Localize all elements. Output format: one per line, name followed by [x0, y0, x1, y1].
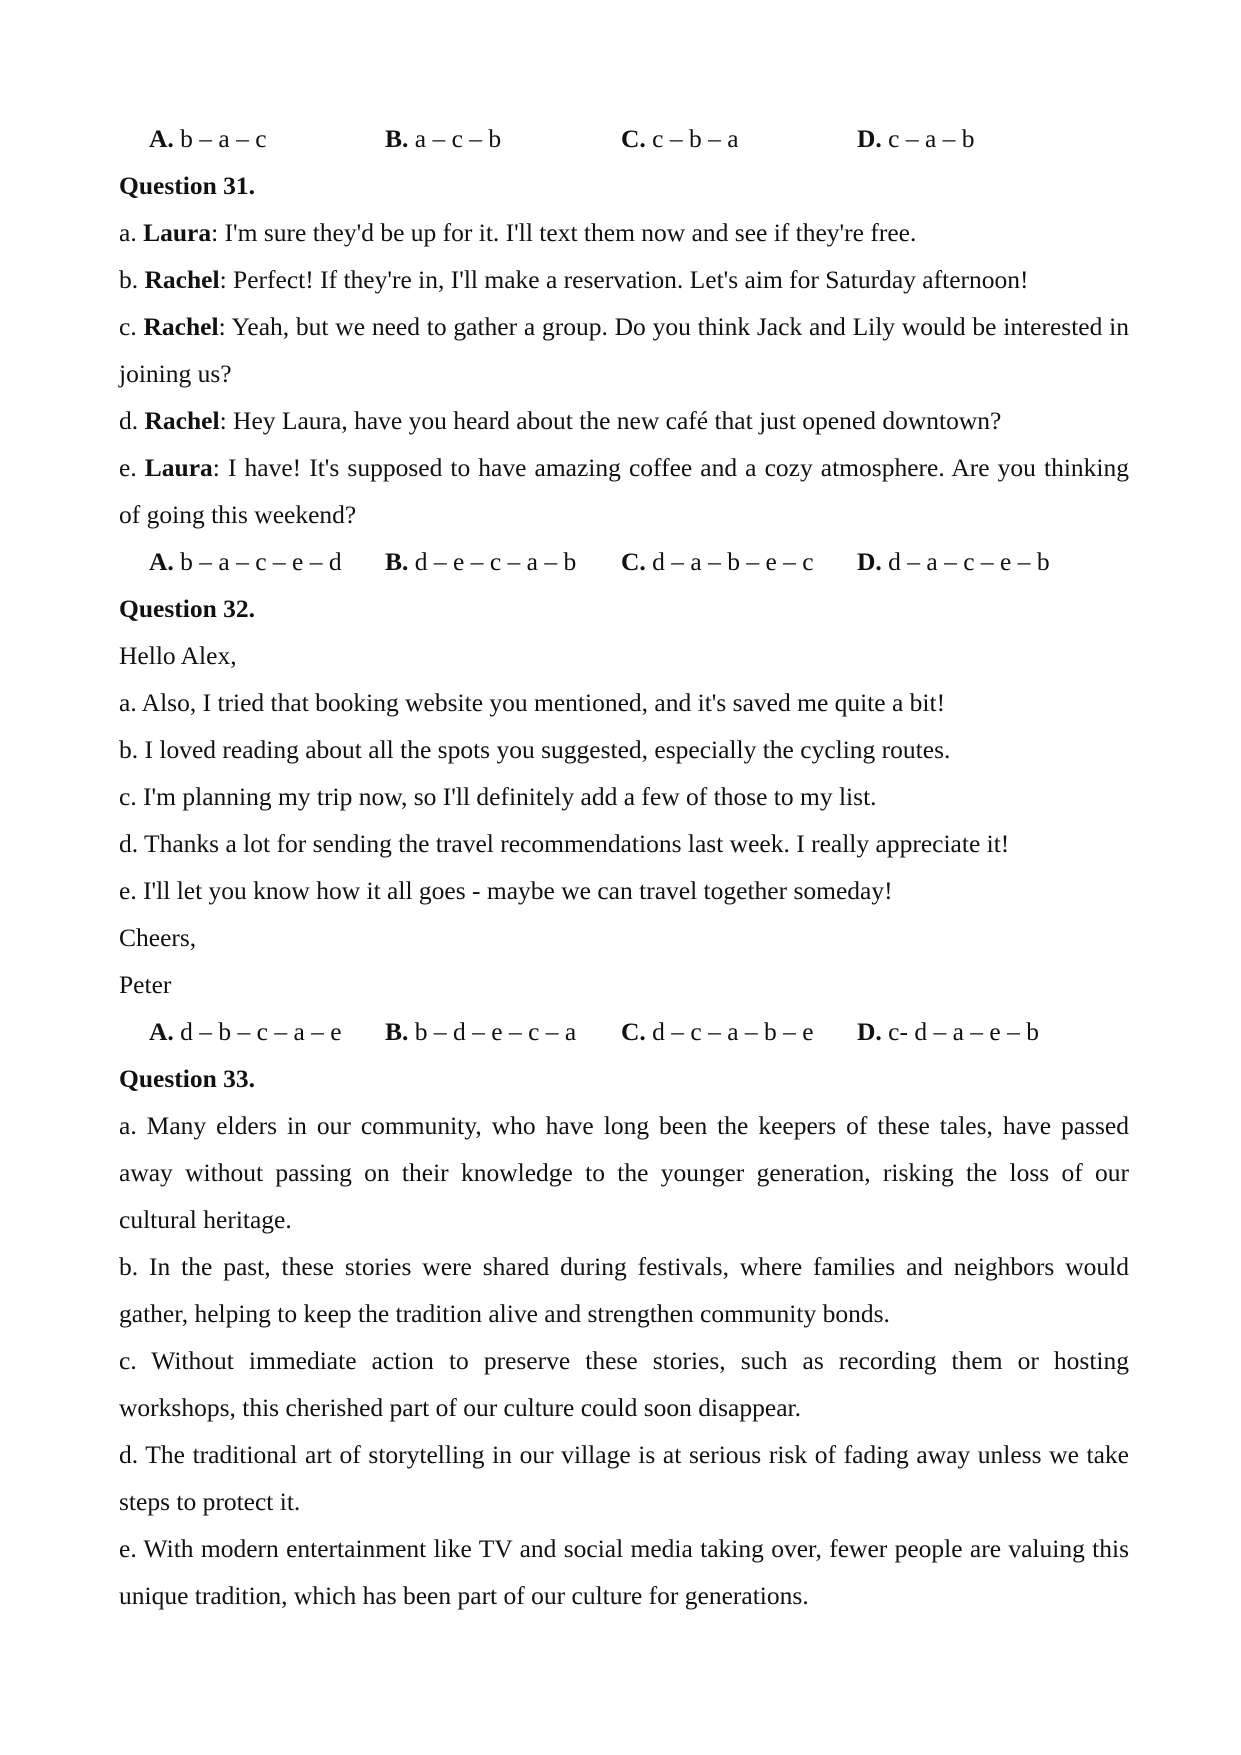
q31-line-d [119, 397, 1129, 444]
option-text: c- d – a – e – b [888, 1017, 1039, 1046]
option-letter: B. [385, 1017, 409, 1046]
option-letter: C. [621, 1017, 646, 1046]
speaker-name: Rachel [143, 312, 219, 341]
q31-line-a [119, 209, 1129, 256]
line-text: : I have! It's supposed to have amazing coffee and a cozy atmosphere. Are you thinking of going this weekend? [119, 453, 1129, 529]
option-text: d – a – b – e – c [652, 547, 814, 576]
line-label: c. [119, 312, 137, 341]
option-text: b – a – c [180, 124, 267, 153]
q32-line-d: d. Thanks a lot for sending the travel recommendations last week. I really appreciate it! [119, 829, 1010, 858]
line-text: : Hey Laura, have you heard about the new café that just opened downtown? [219, 406, 1002, 435]
q30-option-b[interactable] [385, 115, 501, 162]
q33-line-e: e. With modern entertainment like TV and social media taking over, fewer people are valuing this unique tradition, which has been part of our culture for generations. [119, 1534, 1129, 1610]
q33-line-a: a. Many elders in our community, who have long been the keepers of these tales, have passed away without passing on their knowledge to the younger generation, risking the loss of our cultural heritage. [119, 1111, 1129, 1234]
q33-line-d: d. The traditional art of storytelling in our village is at serious risk of fading away unless we take steps to protect it. [119, 1440, 1129, 1516]
q30-option-d[interactable] [857, 115, 975, 162]
line-label: a. [119, 218, 137, 247]
q31-line-c [119, 303, 1129, 397]
q32-option-a[interactable] [149, 1008, 342, 1055]
q32-option-c[interactable] [621, 1008, 814, 1055]
option-text: b – a – c – e – d [180, 547, 342, 576]
speaker-name: Laura [144, 453, 213, 482]
q32-greeting: Hello Alex, [119, 641, 237, 670]
option-text: d – c – a – b – e [652, 1017, 814, 1046]
q31-title: Question 31. [119, 171, 256, 200]
option-text: b – d – e – c – a [414, 1017, 577, 1046]
speaker-name: Rachel [144, 406, 220, 435]
q32-signature: Peter [119, 970, 172, 999]
option-text: d – e – c – a – b [414, 547, 577, 576]
line-label: e. [119, 453, 137, 482]
option-text: d – b – c – a – e [180, 1017, 342, 1046]
line-text: : I'm sure they'd be up for it. I'll text them now and see if they're free. [211, 218, 917, 247]
q33-line-c: c. Without immediate action to preserve these stories, such as recording them or hosting workshops, this cherished part of our culture could soon disappear. [119, 1346, 1129, 1422]
q32-closing: Cheers, [119, 923, 197, 952]
option-text: a – c – b [414, 124, 502, 153]
q32-line-a: a. Also, I tried that booking website you mentioned, and it's saved me quite a bit! [119, 688, 946, 717]
option-letter: C. [621, 124, 646, 153]
q31-option-d[interactable] [857, 538, 1050, 585]
q33-title: Question 33. [119, 1064, 256, 1093]
exam-page [119, 115, 1129, 1619]
q31-option-a[interactable] [149, 538, 342, 585]
option-text: c – a – b [888, 124, 975, 153]
q31-option-b[interactable] [385, 538, 576, 585]
option-letter: B. [385, 547, 409, 576]
q30-option-c[interactable] [621, 115, 739, 162]
q32-option-d[interactable] [857, 1008, 1039, 1055]
option-letter: D. [857, 124, 882, 153]
option-text: d – a – c – e – b [888, 547, 1050, 576]
q31-line-b [119, 256, 1129, 303]
line-text: : Perfect! If they're in, I'll make a reservation. Let's aim for Saturday afternoon! [219, 265, 1029, 294]
q32-title: Question 32. [119, 594, 256, 623]
line-label: d. [119, 406, 139, 435]
option-letter: C. [621, 547, 646, 576]
option-letter: A. [149, 124, 174, 153]
option-letter: D. [857, 547, 882, 576]
option-letter: A. [149, 547, 174, 576]
option-text: c – b – a [652, 124, 739, 153]
speaker-name: Rachel [144, 265, 220, 294]
option-letter: A. [149, 1017, 174, 1046]
q32-line-e: e. I'll let you know how it all goes - maybe we can travel together someday! [119, 876, 893, 905]
line-text: : Yeah, but we need to gather a group. Do you think Jack and Lily would be interested in joining us? [119, 312, 1130, 388]
q31-options [119, 538, 1129, 585]
q33-line-b: b. In the past, these stories were shared during festivals, where families and neighbors would gather, helping to keep the tradition alive and strengthen community bonds. [119, 1252, 1129, 1328]
q32-options [119, 1008, 1129, 1055]
q31-option-c[interactable] [621, 538, 814, 585]
line-label: b. [119, 265, 139, 294]
q32-line-c: c. I'm planning my trip now, so I'll definitely add a few of those to my list. [119, 782, 877, 811]
option-letter: D. [857, 1017, 882, 1046]
q32-option-b[interactable] [385, 1008, 576, 1055]
q30-options [119, 115, 1129, 162]
q31-line-e [119, 444, 1129, 538]
q32-line-b: b. I loved reading about all the spots you suggested, especially the cycling routes. [119, 735, 951, 764]
speaker-name: Laura [143, 218, 212, 247]
option-letter: B. [385, 124, 409, 153]
q30-option-a[interactable] [149, 115, 267, 162]
